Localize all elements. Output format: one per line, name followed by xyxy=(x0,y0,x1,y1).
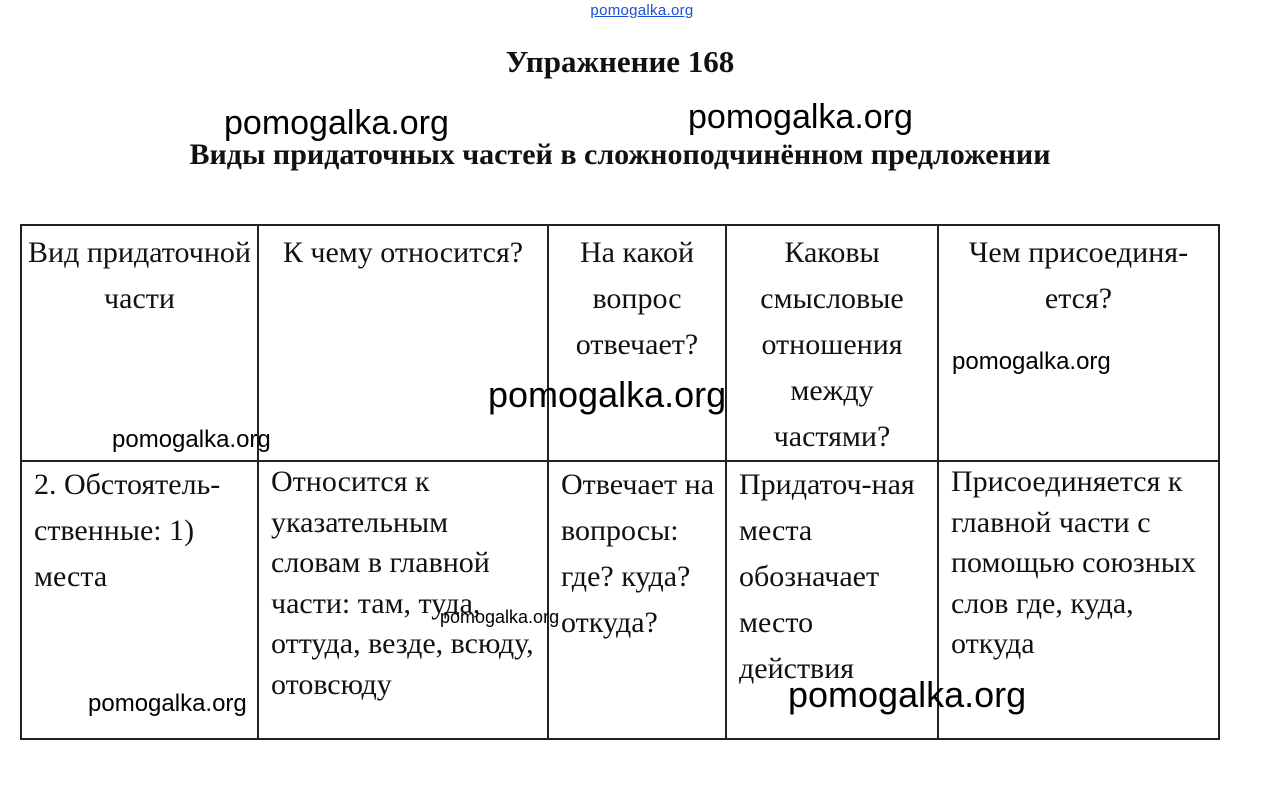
exercise-title: Упражнение 168 xyxy=(505,44,735,79)
cell-relates-to: Относится к указательным словам в главной части: там, туда, оттуда, везде, всюду, отовсюду xyxy=(258,461,548,739)
watermark: pomogalka.org xyxy=(688,98,913,136)
table-subtitle: Виды придаточных частей в сложноподчинённом предложении xyxy=(189,138,1051,171)
cell-question: Отвечает на вопросы: где? куда? откуда? xyxy=(548,461,726,739)
watermark: pomogalka.org xyxy=(488,374,727,415)
header-meaning: Каковы смысловые отношения между частями? xyxy=(726,225,938,461)
watermark: pomogalka.org xyxy=(224,104,449,142)
site-link[interactable]: pomogalka.org xyxy=(590,2,694,19)
cell-connection: Присоединяется к главной части с помощью союзных слов где, куда, откуда xyxy=(938,461,1219,739)
header-connection: Чем присоединя-ется? xyxy=(938,225,1219,461)
watermark: pomogalka.org xyxy=(112,426,271,453)
clause-types-table xyxy=(20,224,1220,740)
header-question: На какой вопрос отвечает? xyxy=(548,225,726,461)
header-relates-to: К чему относится? xyxy=(258,225,548,461)
watermark: pomogalka.org xyxy=(952,348,1111,375)
header-clause-type: Вид придаточной части xyxy=(21,225,258,461)
watermark: pomogalka.org xyxy=(440,607,560,627)
cell-meaning: Придаточ-ная места обозначает место действия xyxy=(726,461,938,739)
watermark: pomogalka.org xyxy=(88,690,247,717)
watermark: pomogalka.org xyxy=(788,674,1027,715)
cell-clause-type: 2. Обстоятель-ственные: 1) места xyxy=(21,461,258,739)
